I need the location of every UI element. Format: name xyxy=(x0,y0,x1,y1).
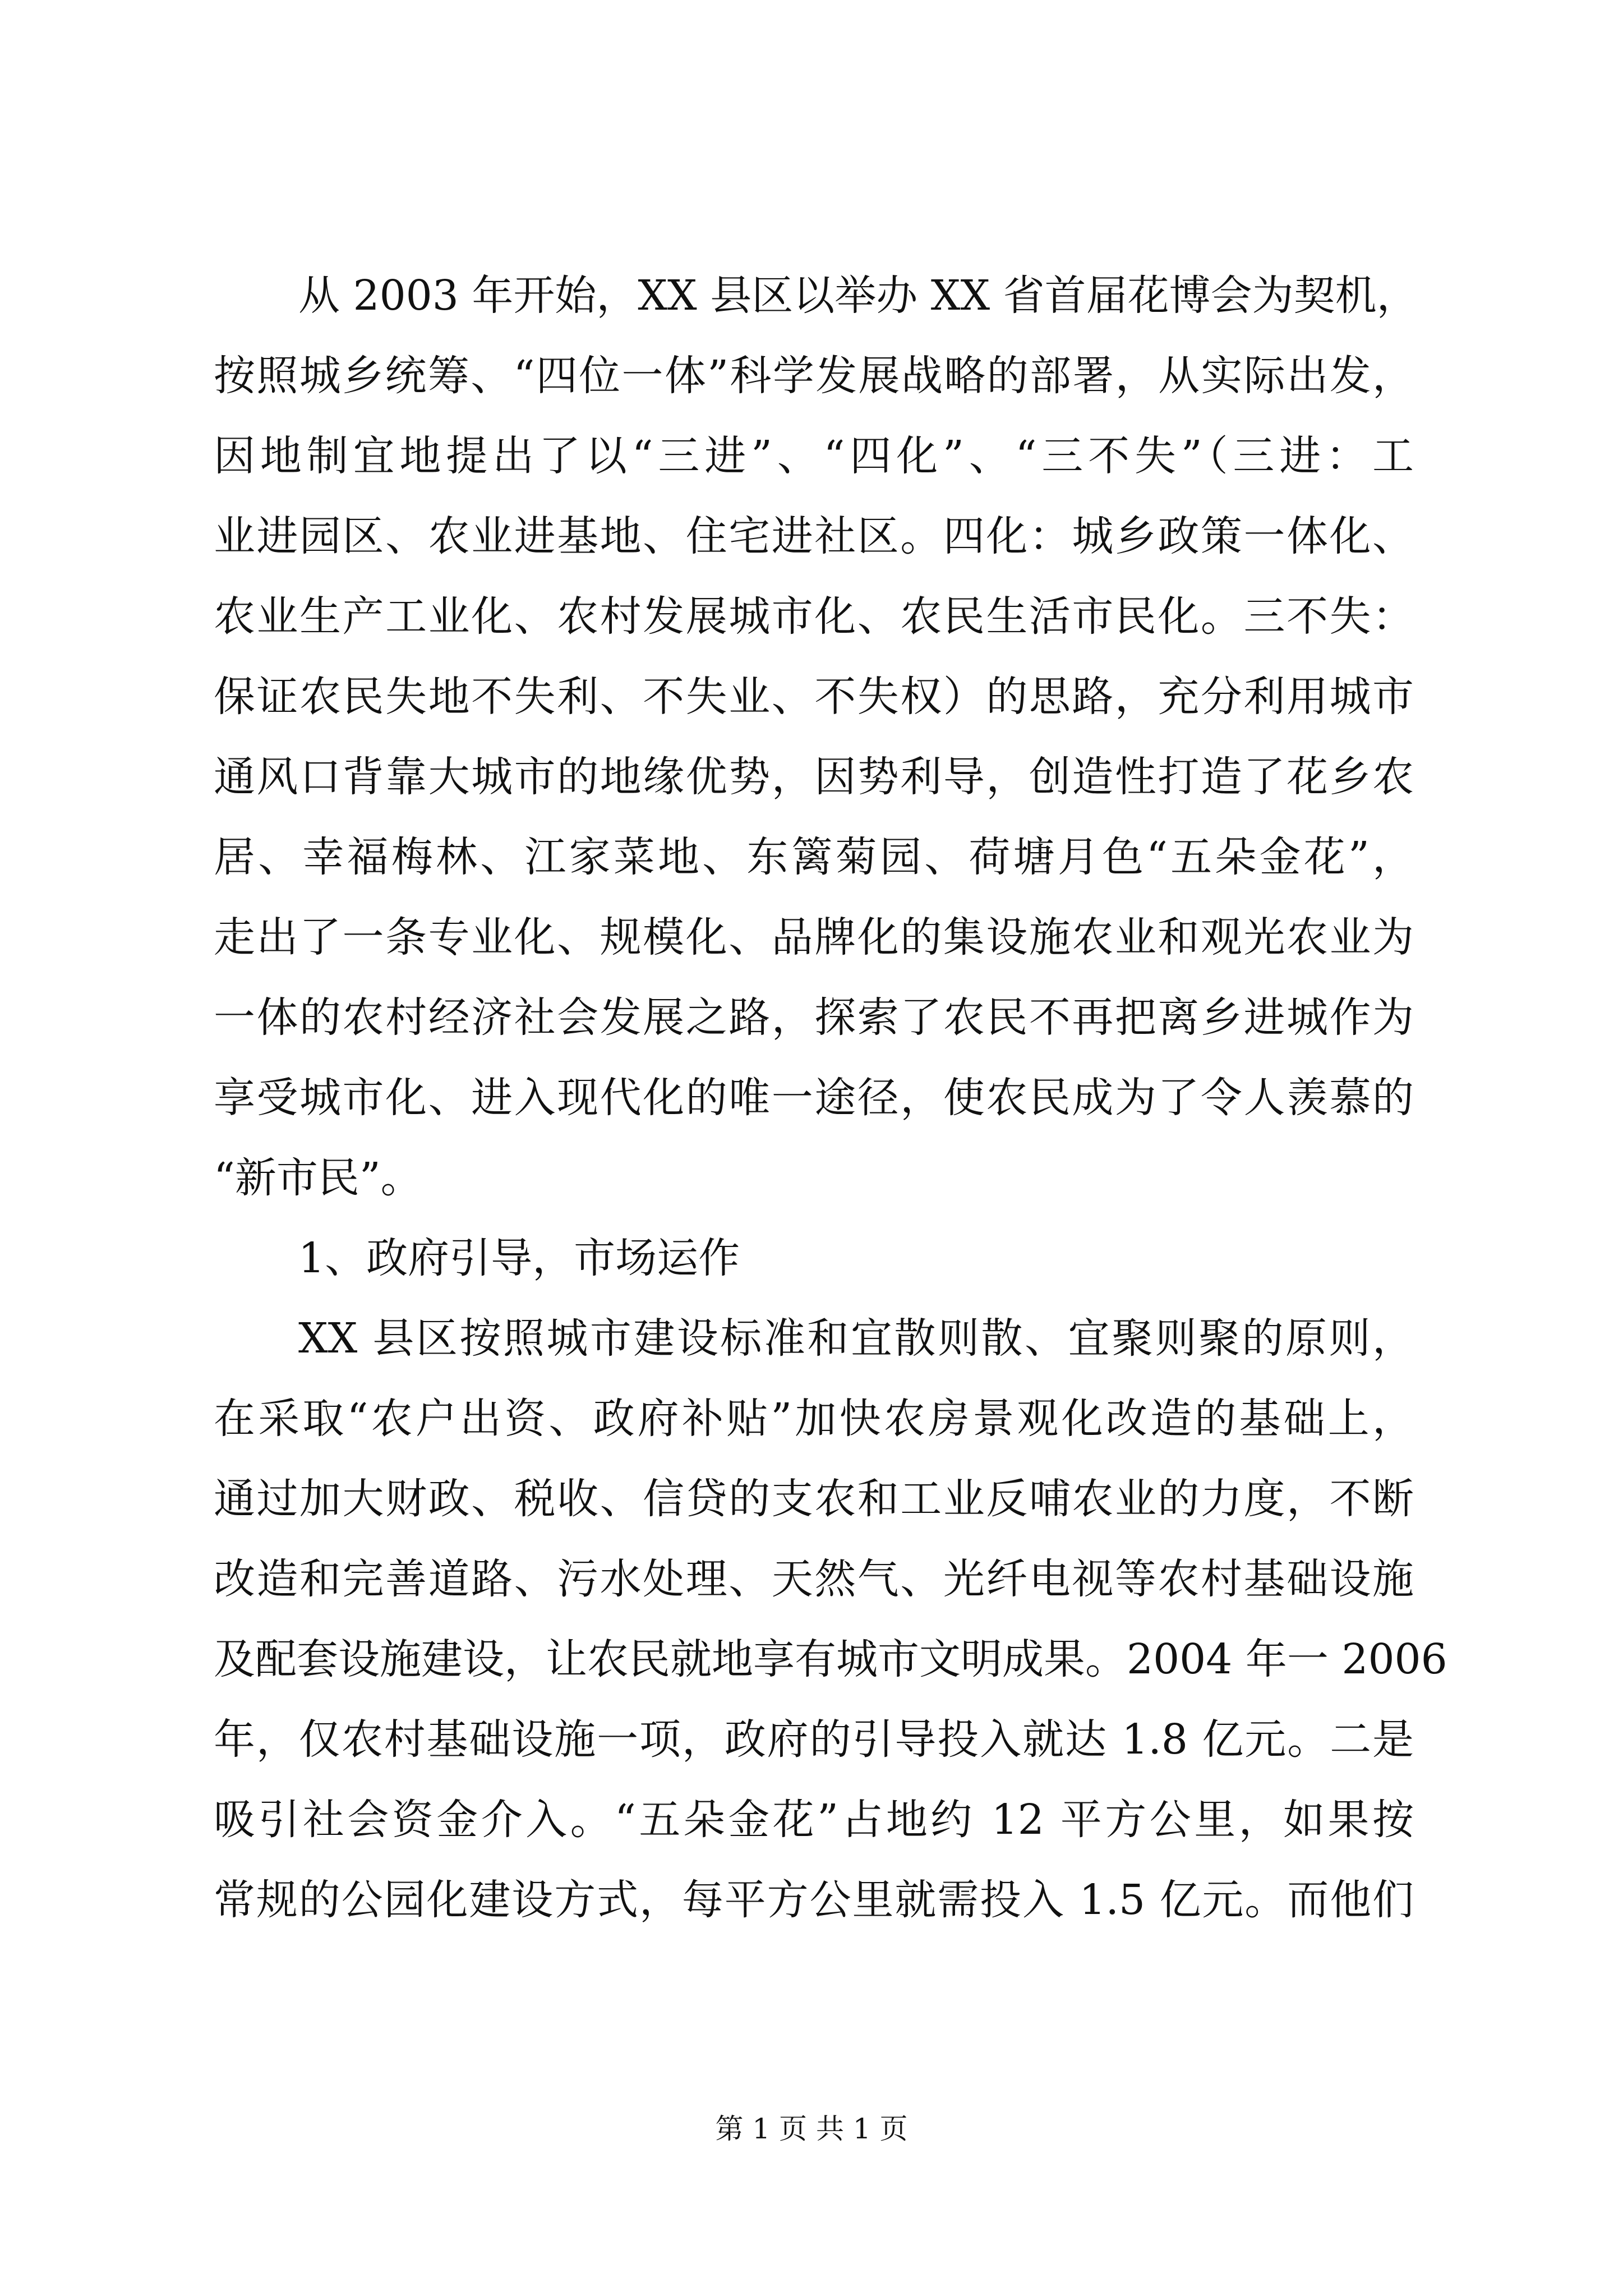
page-footer xyxy=(0,2109,1623,2148)
paragraph-line: XX 县区按照城市建设标准和宜散则散、宜聚则聚的原则， xyxy=(298,1314,1414,1363)
paragraph-line: 在采取“农户出资、政府补贴”加快农房景观化改造的基础上， xyxy=(214,1395,1414,1443)
paragraph-line: 一体的农村经济社会发展之路，探索了农民不再把离乡进城作为 xyxy=(214,993,1414,1042)
paragraph-line: 改造和完善道路、污水处理、天然气、光纤电视等农村基础设施 xyxy=(214,1555,1414,1603)
paragraph-line: 吸引社会资金介入。“五朵金花”占地约 12 平方公里，如果按 xyxy=(214,1796,1414,1844)
paragraph-line: “新市民”。 xyxy=(214,1154,422,1202)
paragraph-line: 因地制宜地提出了以“三进”、“四化”、“三不失”（三进：工 xyxy=(214,432,1414,480)
paragraph-line: 保证农民失地不失利、不失业、不失权）的思路，充分利用城市 xyxy=(214,673,1414,721)
section-heading: 1、政府引导，市场运作 xyxy=(298,1234,740,1282)
page-number-label: 第 1 页 共 1 页 xyxy=(715,2113,908,2145)
paragraph-line: 从 2003 年开始，XX 县区以举办 XX 省首届花博会为契机， xyxy=(298,272,1418,320)
paragraph-line: 居、幸福梅林、江家菜地、东篱菊园、荷塘月色“五朵金花”， xyxy=(214,833,1414,881)
paragraph-line: 农业生产工业化、农村发展城市化、农民生活市民化。三不失： xyxy=(214,592,1414,641)
paragraph-line: 通风口背靠大城市的地缘优势，因势利导，创造性打造了花乡农 xyxy=(214,753,1414,801)
paragraph-line: 按照城乡统筹、“四位一体”科学发展战略的部署，从实际出发， xyxy=(214,352,1414,400)
paragraph-line: 常规的公园化建设方式，每平方公里就需投入 1.5 亿元。而他们 xyxy=(214,1876,1414,1924)
paragraph-line: 走出了一条专业化、规模化、品牌化的集设施农业和观光农业为 xyxy=(214,913,1414,961)
paragraph-line: 享受城市化、进入现代化的唯一途径，使农民成为了令人羡慕的 xyxy=(214,1074,1414,1122)
document-body xyxy=(214,256,1447,1940)
paragraph-line: 及配套设施建设，让农民就地享有城市文明成果。2004 年一 2006 xyxy=(214,1635,1447,1683)
paragraph-line: 年，仅农村基础设施一项，政府的引导投入就达 1.8 亿元。二是 xyxy=(214,1715,1414,1764)
paragraph-line: 通过加大财政、税收、信贷的支农和工业反哺农业的力度，不断 xyxy=(214,1475,1414,1523)
paragraph-line: 业进园区、农业进基地、住宅进社区。四化：城乡政策一体化、 xyxy=(214,512,1414,560)
